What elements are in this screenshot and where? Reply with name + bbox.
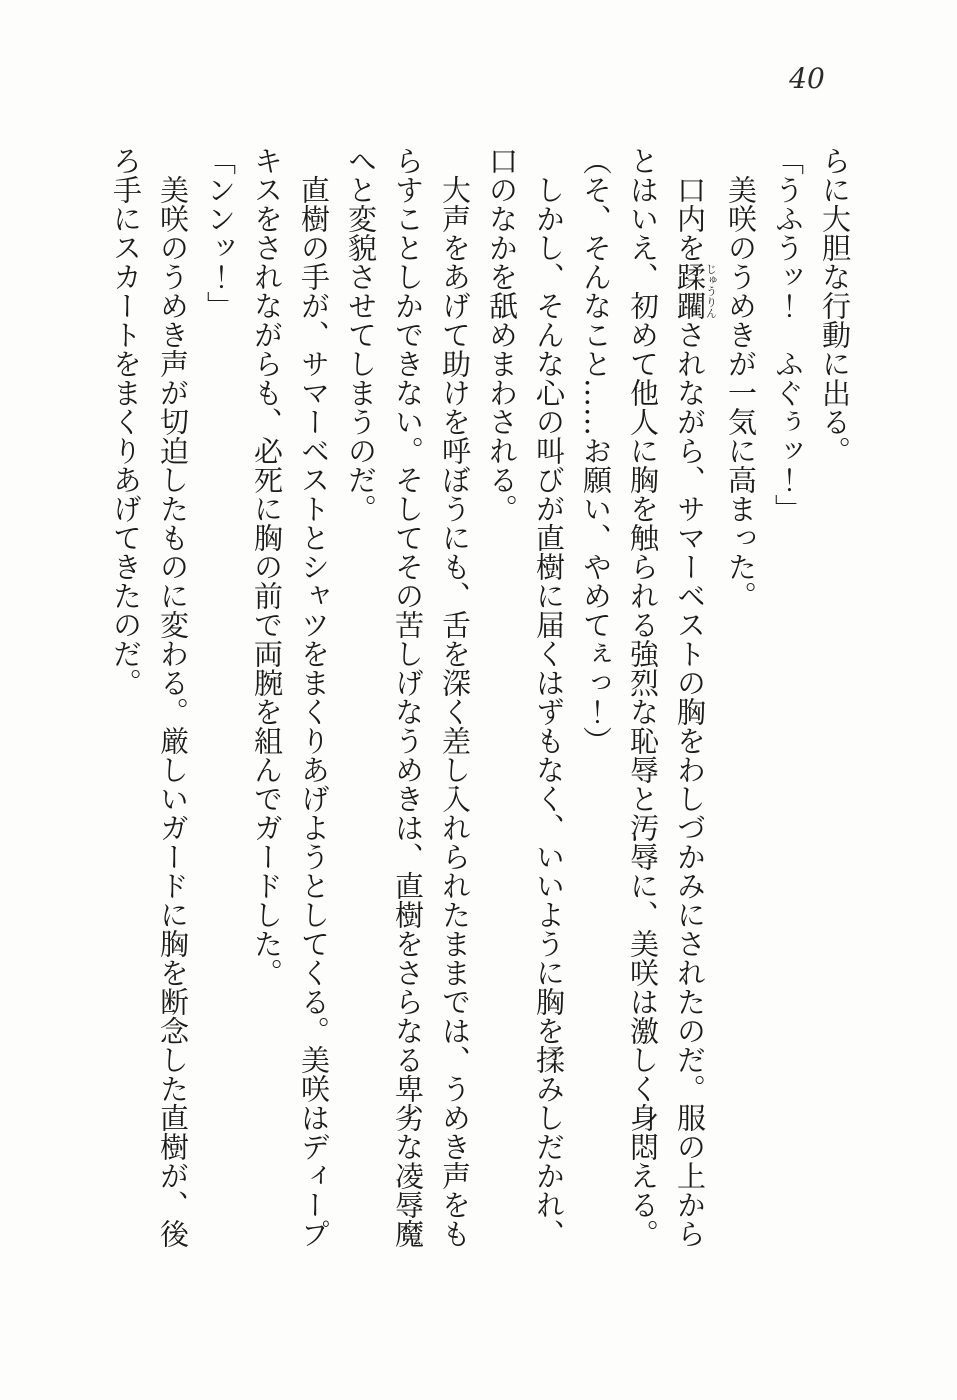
furigana-reading: じゅうりん	[704, 262, 718, 320]
paragraph: 美咲のうめき声が切迫したものに変わる。厳しいガードに胸を断念した直樹が、後ろ手にスカートをまくりあげてきたのだ。	[109, 146, 190, 1248]
paragraph: 美咲のうめきが一気に高まった。	[724, 175, 758, 610]
paragraph: 直樹の手が、サマーベストとシャツをまくりあげようとしてくる。美咲はディープキスをされながらも、必死に胸の前で両腕を組んでガードした。	[250, 146, 331, 1248]
furigana-word: 蹂躙じゅうりん	[673, 262, 718, 320]
paragraph: らに大胆な行動に出る。	[818, 146, 852, 465]
paragraph: 「うふうッ！ ふぐぅッ！」	[771, 146, 805, 523]
body-text	[102, 146, 858, 1252]
paragraph: 大声をあげて助けを呼ぼうにも、舌を深く差し入れられたままでは、うめき声をもらすことしかできない。そしてその苦しげなうめきは、直樹をさらなる卑劣な凌辱魔へと変貌させてしまうのだ。	[344, 146, 472, 1248]
paragraph: （そ、そんなこと……お願い、やめてぇっ！）	[579, 146, 613, 755]
paragraph: 「ンンッ！」	[203, 146, 237, 320]
page-number: 40	[789, 62, 825, 95]
paragraph: 口内を蹂躙じゅうりんされながら、サマーベストの胸をわしづかみにされたのだ。服の上からとはいえ、初めて他人に胸を触られる強烈な恥辱と汚辱に、美咲は激しく身悶える。	[626, 146, 718, 1248]
paragraph: しかし、そんな心の叫びが直樹に届くはずもなく、いいように胸を揉みしだかれ、口のなかを舐めまわされる。	[485, 146, 566, 1248]
